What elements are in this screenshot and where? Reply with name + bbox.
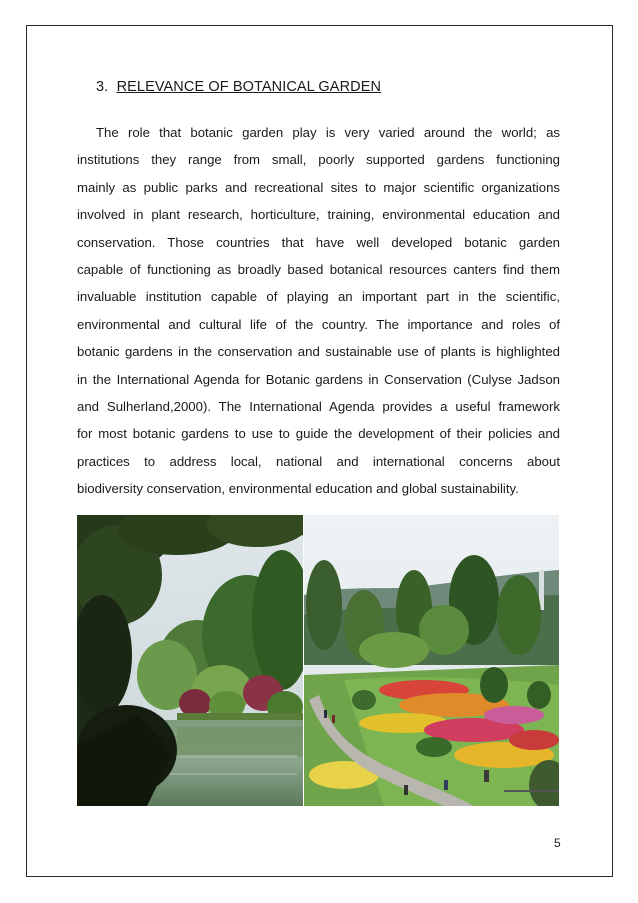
pond-garden-photo xyxy=(77,515,303,806)
paragraph-line: invaluable institution capable of playing an important part in the scientific, xyxy=(77,289,560,305)
body-paragraph xyxy=(77,119,560,502)
paragraph-line: involved in plant research, horticulture, training, environmental education and xyxy=(77,207,560,223)
paragraph-line: The role that botanic garden play is very varied around the world; as xyxy=(96,125,560,140)
paragraph-line: and Sulherland,2000). The International Agenda provides a useful framework xyxy=(77,398,560,414)
paragraph-line: conservation. Those countries that have well developed botanic garden xyxy=(77,234,560,250)
paragraph-line: mainly as public parks and recreational sites to major scientific organizations xyxy=(77,179,560,195)
section-title: RELEVANCE OF BOTANICAL GARDEN xyxy=(116,79,382,95)
paragraph-line: in the International Agenda for Botanic gardens in Conservation (Culyse Jadson xyxy=(77,371,560,387)
section-heading xyxy=(96,79,381,95)
paragraph-line: institutions they range from small, poorly supported gardens functioning xyxy=(77,152,560,168)
paragraph-line: capable of functioning as broadly based botanical resources canters find them xyxy=(77,261,560,277)
section-number: 3. xyxy=(96,79,109,95)
paragraph-line: environmental and cultural life of the country. The importance and roles of xyxy=(77,316,560,332)
flower-garden-photo xyxy=(304,515,559,806)
page-number: 5 xyxy=(554,836,561,850)
paragraph-line: biodiversity conservation, environmental education and global sustainability. xyxy=(77,481,519,497)
paragraph-line: botanic gardens in the conservation and sustainable use of plants is highlighted xyxy=(77,344,560,360)
paragraph-line: practices to address local, national and international concerns about xyxy=(77,453,560,469)
paragraph-line: for most botanic gardens to use to guide the development of their policies and xyxy=(77,426,560,442)
